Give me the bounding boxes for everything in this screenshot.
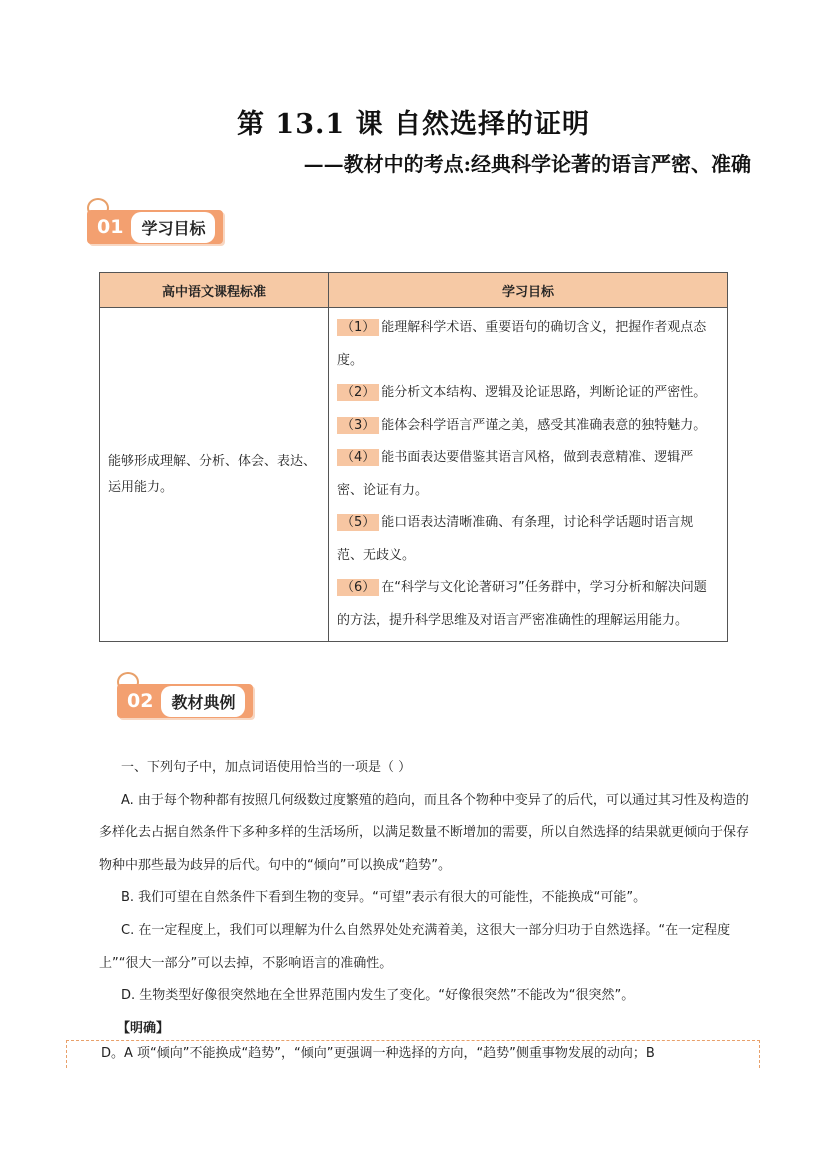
option-a: A. 由于每个物种都有按照几何级数过度繁殖的趋向，而且各个物种中变异了的后代，可以通过其习性及构造的多样化去占据自然条件下多种多样的生活场所，以满足数量不断增加的需要，所以自然选择的结果就更倾向于保存物种中那些最为歧异的后代。句中的“倾向”可以换成“趋势”。: [99, 792, 750, 873]
goals-cell: [329, 308, 728, 642]
section-badge-textbook-examples: [117, 672, 267, 722]
goal-text: 能口语表达清晰准确、有条理，讨论科学话题时语言规范、无歧义。: [337, 515, 694, 563]
curriculum-standard-cell: 能够形成理解、分析、体会、表达、运用能力。: [100, 308, 329, 642]
badge-tag: [117, 684, 253, 718]
badge-tag: [87, 210, 223, 244]
table-header-goals: 学习目标: [329, 273, 728, 308]
page-title: 第 13.1 课 自然选择的证明: [237, 109, 590, 140]
goal-marker: （2）: [337, 384, 379, 401]
goal-item: [337, 410, 719, 443]
table-header-row: [100, 273, 728, 308]
page-subtitle: ——教材中的考点:经典科学论著的语言严密、准确: [303, 152, 751, 176]
goal-item: [337, 312, 719, 377]
goal-marker: （1）: [337, 319, 379, 336]
goal-item: [337, 572, 719, 637]
goal-text: 能书面表达要借鉴其语言风格，做到表意精准、逻辑严密、论证有力。: [337, 450, 694, 498]
goal-text: 能分析文本结构、逻辑及论证思路，判断论证的严密性。: [381, 385, 707, 400]
goal-item: [337, 442, 719, 507]
badge-number: 01: [97, 216, 124, 238]
goal-item: [337, 377, 719, 410]
question-block: [99, 752, 757, 1045]
goal-text: 能理解科学术语、重要语句的确切含义，把握作者观点态度。: [337, 320, 707, 368]
goal-text: 能体会科学语言严谨之美，感受其准确表意的独特魅力。: [381, 417, 707, 433]
section-badge-learning-goals: [87, 198, 237, 248]
option-c: C. 在一定程度上，我们可以理解为什么自然界处处充满着美，这很大一部分归功于自然选择。“在一定程度上”“很大一部分”可以去掉，不影响语言的准确性。: [99, 922, 731, 971]
answer-label: 【明确】: [117, 1020, 170, 1036]
badge-label: 学习目标: [131, 212, 215, 243]
goal-text: 在“科学与文化论著研习”任务群中，学习分析和解决问题的方法，提升科学思维及对语言严密准确性的理解运用能力。: [337, 580, 707, 628]
option-d: D. 生物类型好像很突然地在全世界范围内发生了变化。“好像很突然”不能改为“很突然”。: [121, 988, 635, 1004]
goal-marker: （3）: [337, 417, 379, 434]
goal-marker: （5）: [337, 514, 379, 531]
table-row: [100, 308, 728, 642]
badge-label: 教材典例: [161, 686, 245, 717]
answer-box: D。A 项“倾向”不能换成“趋势”，“倾向”更强调一种选择的方向，“趋势”侧重事物发展的动向；B: [66, 1040, 760, 1068]
table-header-standard: 高中语文课程标准: [100, 273, 329, 308]
badge-number: 02: [127, 690, 154, 712]
goal-marker: （4）: [337, 449, 379, 466]
goal-item: [337, 507, 719, 572]
goal-marker: （6）: [337, 579, 379, 596]
question-stem: 一、下列句子中，加点词语使用恰当的一项是（ ）: [121, 760, 412, 775]
option-b: B. 我们可望在自然条件下看到生物的变异。“可望”表示有很大的可能性，不能换成“可能”。: [121, 890, 647, 906]
learning-goals-table: [99, 272, 728, 642]
